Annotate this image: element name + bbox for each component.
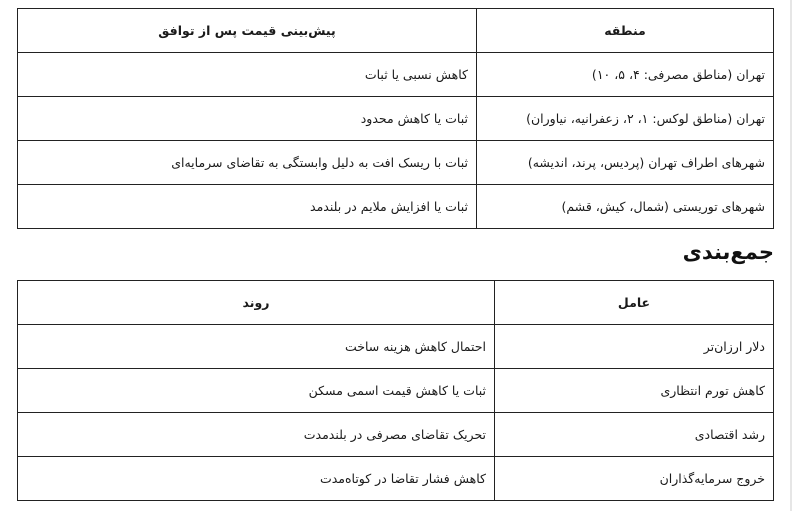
column-header-factor: عامل bbox=[495, 281, 774, 325]
table-row bbox=[18, 369, 774, 413]
column-header-forecast: پیش‌بینی قیمت پس از توافق bbox=[18, 9, 477, 53]
region-cell: شهرهای اطراف تهران (پردیس، پرند، اندیشه) bbox=[477, 141, 774, 185]
table-row bbox=[18, 457, 774, 501]
table-row bbox=[18, 141, 774, 185]
trend-cell: احتمال کاهش هزینه ساخت bbox=[18, 325, 495, 369]
region-forecast-table bbox=[17, 8, 774, 229]
factor-cell: رشد اقتصادی bbox=[495, 413, 774, 457]
forecast-cell: کاهش نسبی یا ثبات bbox=[18, 53, 477, 97]
table-row bbox=[18, 97, 774, 141]
factor-trend-table bbox=[17, 280, 774, 501]
region-cell: شهرهای توریستی (شمال، کیش، قشم) bbox=[477, 185, 774, 229]
trend-cell: ثبات یا کاهش قیمت اسمی مسکن bbox=[18, 369, 495, 413]
trend-cell: کاهش فشار تقاضا در کوتاه‌مدت bbox=[18, 457, 495, 501]
table-header-row bbox=[18, 281, 774, 325]
table-row bbox=[18, 185, 774, 229]
column-header-region: منطقه bbox=[477, 9, 774, 53]
factor-cell: دلار ارزان‌تر bbox=[495, 325, 774, 369]
region-cell: تهران (مناطق مصرفی: ۴، ۵، ۱۰) bbox=[477, 53, 774, 97]
factor-cell: کاهش تورم انتظاری bbox=[495, 369, 774, 413]
forecast-cell: ثبات با ریسک افت به دلیل وابستگی به تقاضای سرمایه‌ای bbox=[18, 141, 477, 185]
region-cell: تهران (مناطق لوکس: ۱، ۲، زعفرانیه، نیاوران) bbox=[477, 97, 774, 141]
table-row bbox=[18, 325, 774, 369]
table-row bbox=[18, 413, 774, 457]
table-row bbox=[18, 53, 774, 97]
forecast-cell: ثبات یا کاهش محدود bbox=[18, 97, 477, 141]
summary-heading: جمع‌بندی bbox=[682, 240, 774, 264]
factor-cell: خروج سرمایه‌گذاران bbox=[495, 457, 774, 501]
forecast-cell: ثبات یا افزایش ملایم در بلندمد bbox=[18, 185, 477, 229]
table-header-row bbox=[18, 9, 774, 53]
trend-cell: تحریک تقاضای مصرفی در بلندمدت bbox=[18, 413, 495, 457]
column-header-trend: روند bbox=[18, 281, 495, 325]
